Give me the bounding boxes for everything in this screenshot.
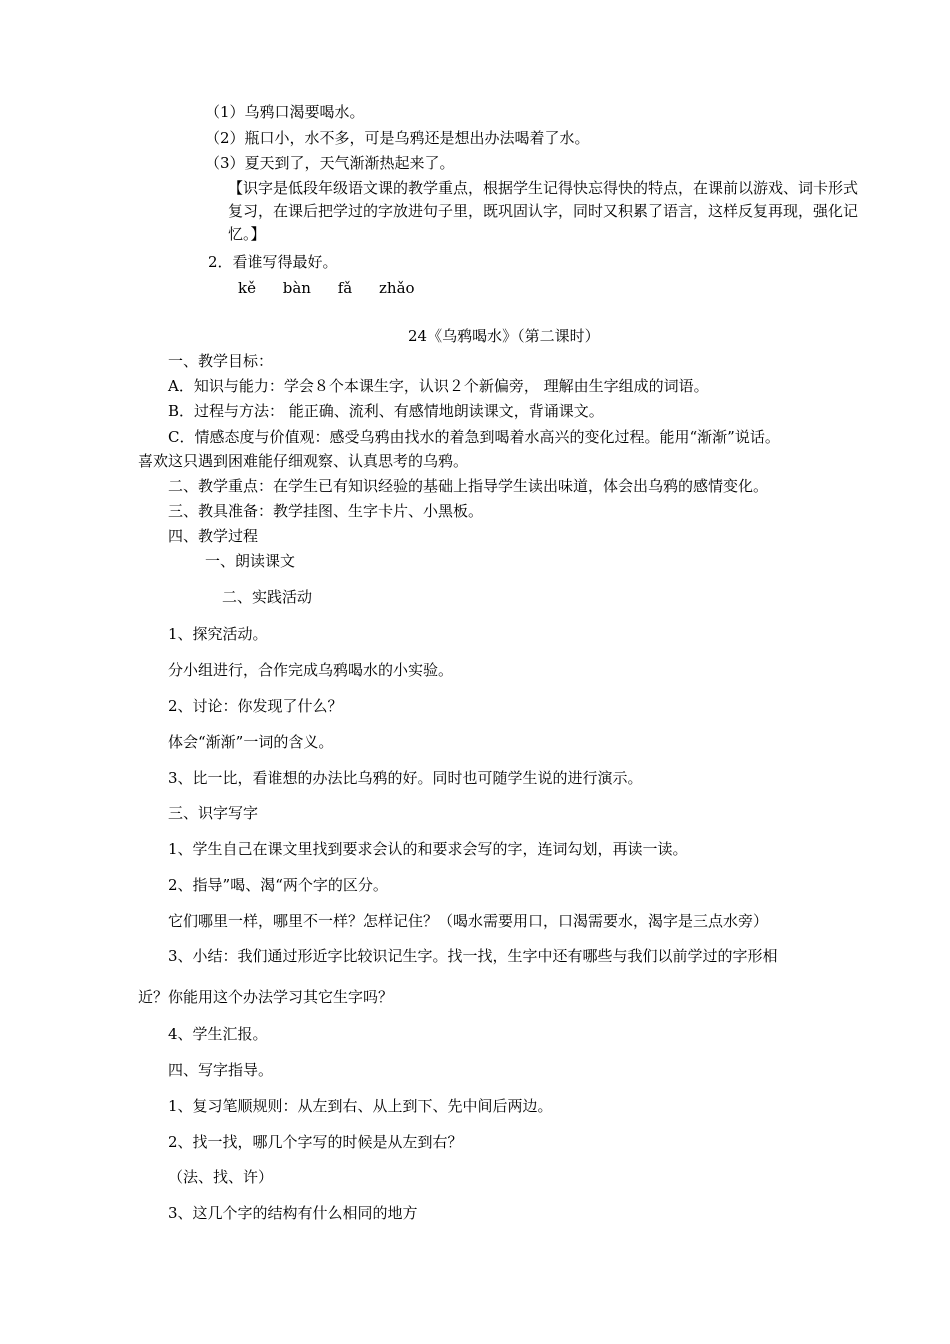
key-point: 二、教学重点：在学生已有知识经验的基础上指导学生读出味道，体会出乌鸦的感情变化。	[168, 477, 769, 495]
item-2: 2．看谁写得最好。	[208, 253, 338, 271]
pinyin-ke: kě	[238, 279, 256, 297]
body-line-3: 2、讨论：你发现了什么？	[168, 697, 343, 715]
step-1: 一、朗读课文	[205, 552, 296, 570]
body-line-15: 2、找一找，哪几个字写的时候是从左到右？	[168, 1133, 463, 1151]
sentence-3: （3）夏天到了，天气渐渐热起来了。	[205, 154, 455, 172]
body-line-4: 体会“渐渐”一词的含义。	[168, 733, 334, 751]
teaching-note-text: 【识字是低段年级语文课的教学重点，根据学生记得快忘得快的特点，在课前以游戏、词卡形式复习，在课后把学过的字放进句子里，既巩固认字，同时又积累了语言，这样反复再现，强化记忆。】	[228, 179, 859, 243]
body-line-10: 3、小结：我们通过形近字比较识记生字。找一找，生字中还有哪些与我们以前学过的字形相	[168, 947, 778, 965]
body-line-8: 2、指导”喝、渴“两个字的区分。	[168, 876, 388, 894]
process-heading: 四、教学过程	[168, 527, 259, 545]
body-line-11: 近？你能用这个办法学习其它生字吗？	[138, 988, 394, 1006]
lesson-title: 24《乌鸦喝水》（第二课时）	[408, 327, 600, 345]
goal-c-line1: C．情感态度与价值观：感受乌鸦由找水的着急到喝着水高兴的变化过程。能用“渐渐”说话。	[168, 428, 780, 446]
pinyin-ban: bàn	[282, 279, 311, 297]
body-line-2: 分小组进行，合作完成乌鸦喝水的小实验。	[168, 661, 454, 679]
pinyin-row	[238, 278, 437, 298]
teaching-note	[228, 177, 858, 246]
body-line-9: 它们哪里一样，哪里不一样？怎样记住？（喝水需要用口，口渴需要水，渴字是三点水旁）	[168, 912, 769, 930]
body-line-17: 3、这几个字的结构有什么相同的地方	[168, 1204, 418, 1222]
goal-a: A．知识与能力：学会８个本课生字，认识２个新偏旁， 理解由生字组成的词语。	[168, 377, 709, 395]
body-line-6: 三、识字写字	[168, 804, 259, 822]
sentence-2: （2）瓶口小，水不多，可是乌鸦还是想出办法喝着了水。	[205, 129, 590, 147]
pinyin-zhao: zhǎo	[379, 279, 415, 297]
body-line-14: 1、复习笔顺规则：从左到右、从上到下、先中间后两边。	[168, 1097, 553, 1115]
goals-heading: 一、教学目标：	[168, 352, 274, 370]
body-line-12: 4、学生汇报。	[168, 1025, 268, 1043]
body-line-5: 3、比一比，看谁想的办法比乌鸦的好。同时也可随学生说的进行演示。	[168, 769, 643, 787]
body-line-13: 四、写字指导。	[168, 1061, 274, 1079]
body-line-1: 1、探究活动。	[168, 625, 268, 643]
materials: 三、教具准备：教学挂图、生字卡片、小黑板。	[168, 502, 484, 520]
body-line-16: （法、找、许）	[168, 1168, 274, 1186]
goal-c-line2: 喜欢这只遇到困难能仔细观察、认真思考的乌鸦。	[138, 452, 469, 470]
sentence-1: （1）乌鸦口渴要喝水。	[205, 103, 365, 121]
goal-b: B．过程与方法： 能正确、流利、有感情地朗读课文，背诵课文。	[168, 402, 604, 420]
pinyin-fa: fǎ	[337, 279, 353, 297]
step-2: 二、实践活动	[222, 588, 313, 606]
body-line-7: 1、学生自己在课文里找到要求会认的和要求会写的字，连词勾划，再读一读。	[168, 840, 688, 858]
